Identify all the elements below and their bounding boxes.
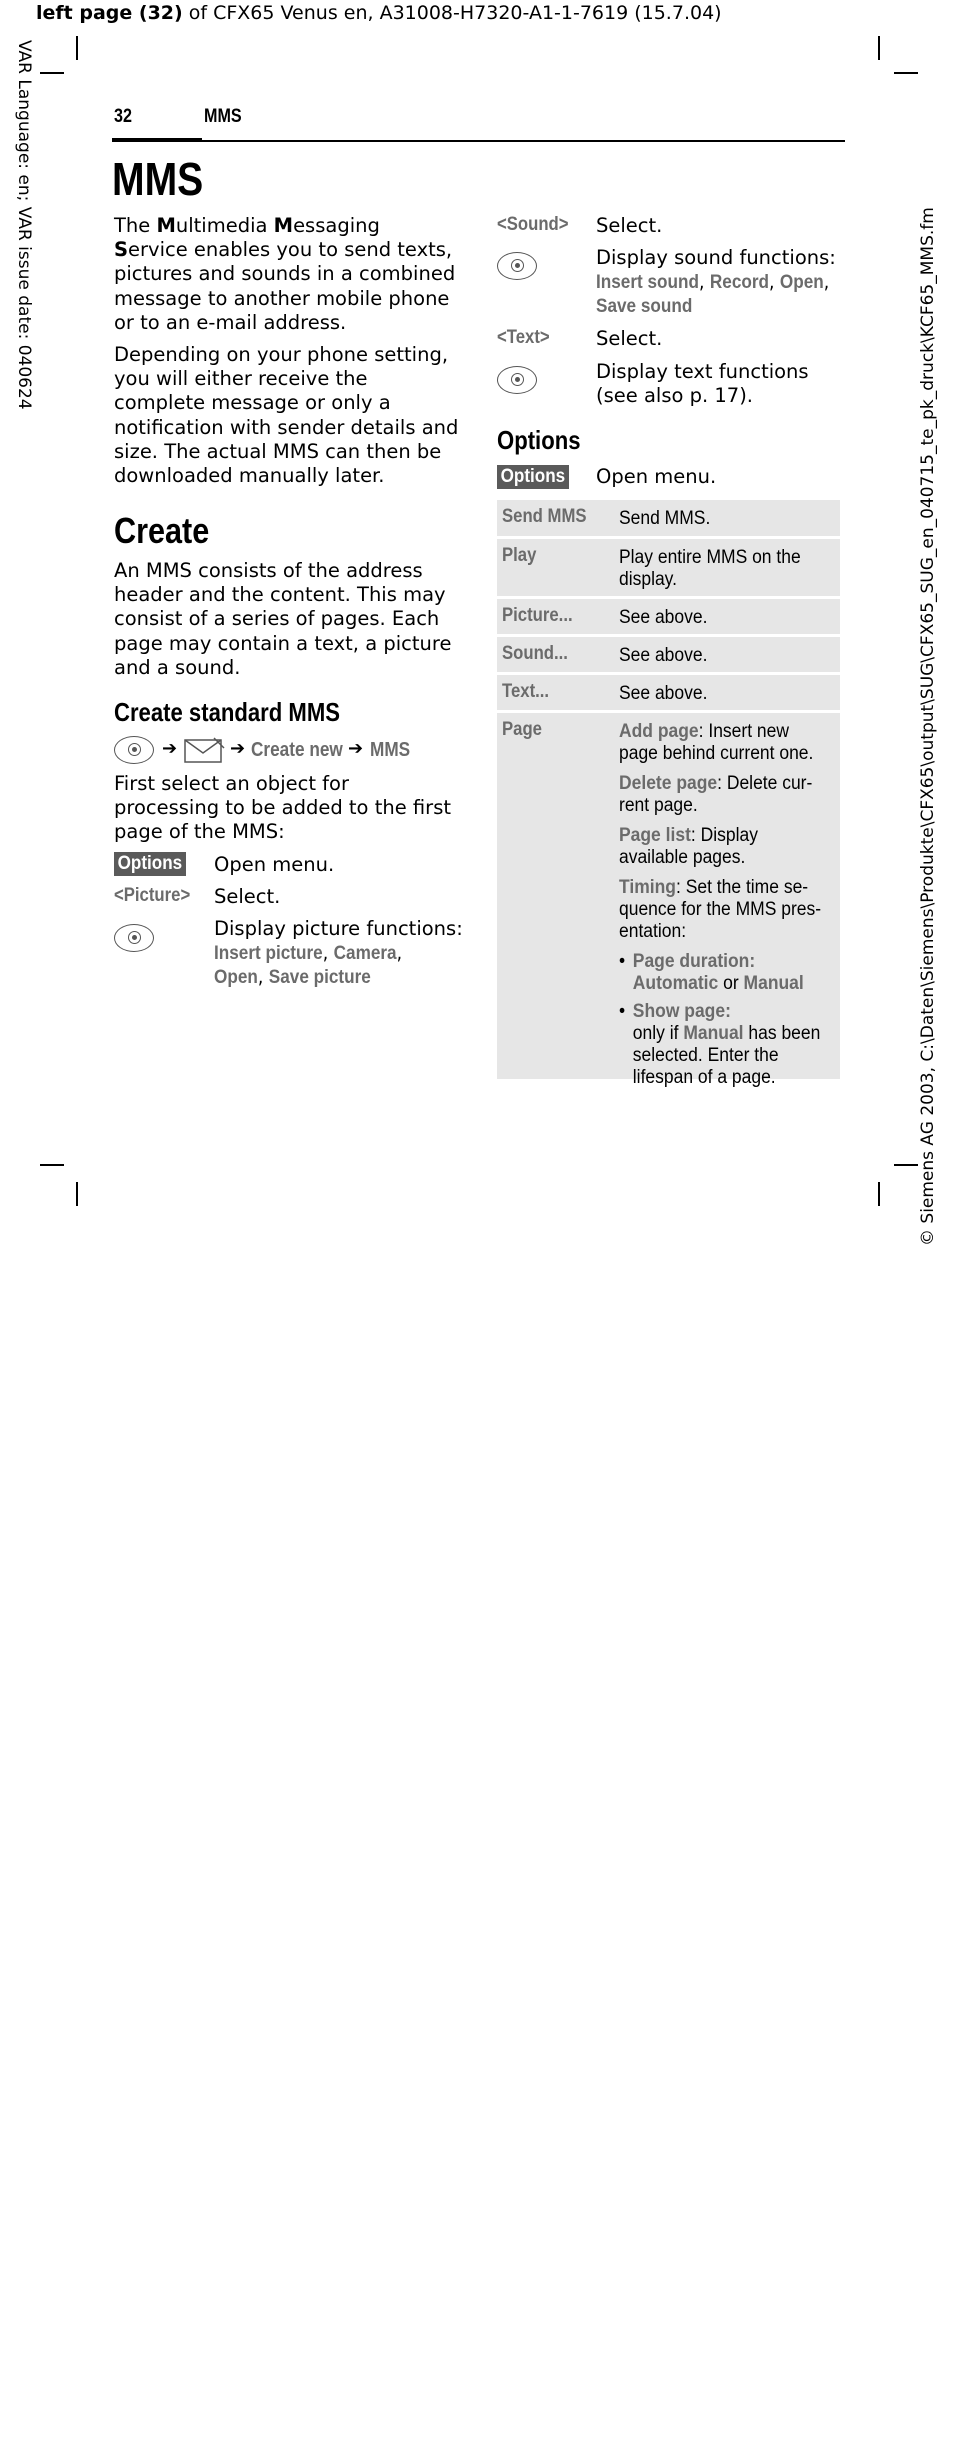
page-options: Add page: Insert new page behind current one. Delete page: Delete cur-rent page. Page list: Display available pages. Timing: Set the time se-quence for the MMS pres-entation: • Page duration: Automatic or Manual • Show page: only if Manual has been selected. Enter the lifespan of a page. <box>619 713 834 1103</box>
table-row <box>497 599 840 637</box>
options-table <box>497 500 840 1088</box>
crop-mark <box>76 1182 78 1206</box>
arrow-icon: ➔ <box>162 738 178 759</box>
print-metadata: left page (32) of CFX65 Venus en, A31008-H7320-A1-1-7619 (15.7.04) <box>36 2 722 24</box>
options-softkey[interactable]: Options <box>114 852 186 876</box>
crop-mark <box>894 1164 918 1166</box>
table-row <box>497 675 840 713</box>
picture-functions: Display picture functions: Insert picture, Camera, Open, Save picture <box>214 917 463 988</box>
list-item: • Page duration: Automatic or Manual <box>633 951 829 995</box>
intro-paragraph: The Multimedia Messaging Service enables you to send texts, pictures and sounds in a combined message to another mobile phone or to an e-mail address. <box>114 214 456 334</box>
crop-mark <box>878 1182 880 1206</box>
page-number: 32 <box>114 106 132 127</box>
option-key: Sound... <box>502 643 568 664</box>
menu-create-new: Create new <box>251 739 343 761</box>
subheading-create-standard: Create standard MMS <box>114 697 340 727</box>
option-key: Page <box>502 719 542 740</box>
envelope-icon <box>184 736 226 764</box>
option-key: Play <box>502 545 537 566</box>
running-header: MMS <box>204 106 242 127</box>
select-text: Select. <box>596 327 663 350</box>
option-key: Picture... <box>502 605 573 626</box>
sound-key[interactable]: <Sound> <box>497 214 569 235</box>
option-value: Send MMS. <box>619 508 711 529</box>
crop-mark <box>76 36 78 60</box>
first-select-text: First select an object for processing to be added to the first page of the MMS: <box>114 772 451 844</box>
options-softkey[interactable]: Options <box>497 465 569 489</box>
arrow-icon: ➔ <box>348 738 364 759</box>
list-item: • Show page: only if Manual has been selected. Enter the lifespan of a page. <box>633 1001 829 1089</box>
picture-key[interactable]: <Picture> <box>114 885 191 906</box>
sound-functions: Display sound functions: Insert sound, Record, Open, Save sound <box>596 246 836 317</box>
crop-mark <box>40 1164 64 1166</box>
text-key[interactable]: <Text> <box>497 327 550 348</box>
table-row-page <box>497 713 840 1088</box>
option-value: See above. <box>619 645 708 666</box>
header-rule <box>112 138 202 142</box>
joystick-icon <box>497 252 537 280</box>
table-row <box>497 637 840 675</box>
crop-mark <box>40 72 64 74</box>
arrow-icon: ➔ <box>230 738 246 759</box>
joystick-icon <box>114 736 154 764</box>
side-note-right: © Siemens AG 2003, C:\Daten\Siemens\Produkte\CFX65\output\SUG\CFX65_SUG_en_040715_te_pk_druck\KCF65_MMS.fm <box>918 207 938 1246</box>
option-key: Send MMS <box>502 506 587 527</box>
select-text: Select. <box>596 214 663 237</box>
option-value: See above. <box>619 607 708 628</box>
open-menu-text: Open menu. <box>214 853 335 876</box>
menu-mms: MMS <box>370 739 411 761</box>
page-title: MMS <box>112 153 204 205</box>
section-heading-create: Create <box>114 510 210 551</box>
option-key: Text... <box>502 681 550 702</box>
option-value: See above. <box>619 683 708 704</box>
header-rule <box>202 140 845 142</box>
create-paragraph: An MMS consists of the address header and the content. This may consist of a series of pages. Each page may contain a text, a picture and a sound. <box>114 559 452 679</box>
joystick-icon <box>497 366 537 394</box>
intro-paragraph-2: Depending on your phone setting, you will either receive the complete message or only a notification with sender details and size. The actual MMS can then be downloaded manually later. <box>114 343 459 488</box>
select-text: Select. <box>214 885 281 908</box>
table-row <box>497 500 840 539</box>
crop-mark <box>894 72 918 74</box>
text-functions: Display text functions (see also p. 17). <box>596 360 809 407</box>
crop-mark <box>878 36 880 60</box>
open-menu-text: Open menu. <box>596 465 717 488</box>
joystick-icon <box>114 924 154 952</box>
side-note-left: VAR Language: en; VAR issue date: 040624 <box>14 40 34 410</box>
option-value: Play entire MMS on the display. <box>619 547 801 590</box>
table-row <box>497 539 840 599</box>
options-heading: Options <box>497 425 581 455</box>
